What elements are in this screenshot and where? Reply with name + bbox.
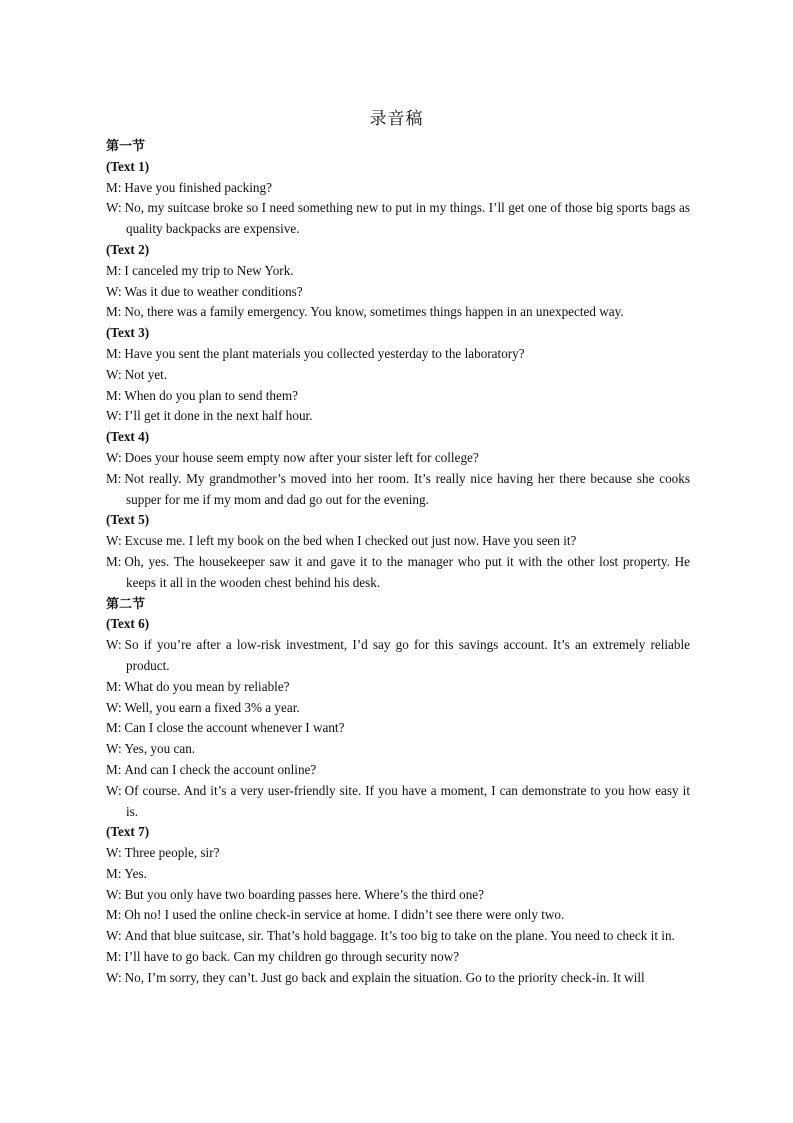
transcript-body — [106, 136, 690, 989]
speaker-label: W: — [106, 699, 122, 715]
speaker-label: M: — [106, 345, 122, 361]
speaker-label: W: — [106, 782, 122, 798]
dialogue-text: I’ll have to go back. Can my children go through security now? — [124, 949, 460, 965]
dialogue-text: Have you sent the plant materials you collected yesterday to the laboratory? — [124, 345, 525, 361]
speaker-label: M: — [106, 720, 122, 736]
dialogue-text: No, there was a family emergency. You know, sometimes things happen in an unexpected way. — [124, 304, 624, 320]
page-title: 录音稿 — [369, 109, 424, 128]
dialogue-text: And that blue suitcase, sir. That’s hold baggage. It’s too big to take on the plane. You need to check it in. — [124, 928, 675, 944]
dialogue-text: Yes, you can. — [124, 741, 196, 757]
dialogue-text: What do you mean by reliable? — [124, 678, 290, 694]
dialogue-line — [106, 178, 690, 199]
dialogue-text: I canceled my trip to New York. — [124, 262, 294, 278]
dialogue-text: Three people, sir? — [124, 845, 220, 861]
dialogue-line — [106, 282, 690, 303]
dialogue-text: I’ll get it done in the next half hour. — [124, 408, 313, 424]
dialogue-line — [106, 406, 690, 427]
speaker-label: M: — [106, 678, 122, 694]
speaker-label: W: — [106, 449, 122, 465]
dialogue-line — [106, 635, 690, 677]
dialogue-text: Oh no! I used the online check-in service at home. I didn’t see there were only two. — [124, 907, 565, 923]
dialogue-text: Well, you earn a fixed 3% a year. — [124, 699, 300, 715]
dialogue-text: And can I check the account online? — [124, 761, 317, 777]
speaker-label: W: — [106, 845, 122, 861]
dialogue-line — [106, 905, 690, 926]
text-heading: (Text 1) — [106, 158, 150, 174]
speaker-label: M: — [106, 470, 122, 486]
speaker-label: W: — [106, 366, 122, 382]
dialogue-text: So if you’re after a low-risk investment, I’d say go for this savings account. It’s an extremely reliable product. — [124, 637, 690, 673]
speaker-label: M: — [106, 949, 122, 965]
dialogue-line — [106, 677, 690, 698]
speaker-label: W: — [106, 200, 122, 216]
speaker-label: M: — [106, 179, 122, 195]
speaker-label: W: — [106, 928, 122, 944]
text-heading: (Text 5) — [106, 512, 150, 528]
dialogue-line — [106, 302, 690, 323]
dialogue-line — [106, 344, 690, 365]
speaker-label: M: — [106, 262, 122, 278]
dialogue-text: Have you finished packing? — [124, 179, 272, 195]
speaker-label: W: — [106, 741, 122, 757]
dialogue-line — [106, 968, 690, 989]
dialogue-line — [106, 843, 690, 864]
dialogue-line — [106, 739, 690, 760]
dialogue-line — [106, 552, 690, 594]
dialogue-text: But you only have two boarding passes here. Where’s the third one? — [124, 886, 485, 902]
dialogue-text: No, I’m sorry, they can’t. Just go back and explain the situation. Go to the priority check-in. It will — [124, 969, 645, 985]
speaker-label: W: — [106, 283, 122, 299]
dialogue-text: Not really. My grandmother’s moved into her room. It’s really nice having her there because she cooks supper for me if my mom and dad go out for the evening. — [124, 470, 690, 507]
speaker-label: M: — [106, 865, 122, 881]
dialogue-line — [106, 365, 690, 386]
dialogue-text: Oh, yes. The housekeeper saw it and gave it to the manager who put it with the other lost property. He keeps it all in the wooden chest behind his desk. — [124, 553, 690, 590]
dialogue-line — [106, 531, 690, 552]
dialogue-text: When do you plan to send them? — [124, 387, 298, 403]
speaker-label: W: — [106, 886, 122, 902]
dialogue-line — [106, 926, 690, 947]
dialogue-line — [106, 760, 690, 781]
speaker-label: M: — [106, 304, 122, 320]
dialogue-line — [106, 885, 690, 906]
dialogue-text: Was it due to weather conditions? — [124, 283, 303, 299]
dialogue-line — [106, 698, 690, 719]
speaker-label: M: — [106, 387, 122, 403]
text-heading: (Text 2) — [106, 241, 150, 257]
dialogue-line — [106, 718, 690, 739]
dialogue-text: Of course. And it’s a very user-friendly site. If you have a moment, I can demonstrate to you how easy it is. — [124, 782, 690, 819]
dialogue-text: No, my suitcase broke so I need something new to put in my things. I’ll get one of those big sports bags as quality backpacks are expensive. — [124, 200, 690, 237]
dialogue-text: Does your house seem empty now after your sister left for college? — [124, 449, 479, 465]
dialogue-line — [106, 781, 690, 823]
dialogue-line — [106, 864, 690, 885]
section-heading: 第二节 — [106, 595, 146, 611]
text-heading: (Text 3) — [106, 325, 150, 341]
speaker-label: M: — [106, 553, 122, 569]
speaker-label: W: — [106, 637, 122, 653]
speaker-label: W: — [106, 408, 122, 424]
dialogue-line — [106, 448, 690, 469]
dialogue-text: Not yet. — [124, 366, 168, 382]
speaker-label: M: — [106, 907, 122, 923]
text-heading: (Text 7) — [106, 824, 150, 840]
speaker-label: W: — [106, 533, 122, 549]
dialogue-text: Can I close the account whenever I want? — [124, 720, 345, 736]
speaker-label: M: — [106, 761, 122, 777]
speaker-label: W: — [106, 969, 122, 985]
dialogue-line — [106, 261, 690, 282]
text-heading: (Text 6) — [106, 616, 150, 632]
text-heading: (Text 4) — [106, 429, 150, 445]
section-heading: 第一节 — [106, 138, 146, 153]
dialogue-text: Excuse me. I left my book on the bed when I checked out just now. Have you seen it? — [124, 533, 577, 549]
dialogue-line — [106, 469, 690, 511]
dialogue-line — [106, 198, 690, 240]
dialogue-line — [106, 947, 690, 968]
dialogue-text: Yes. — [124, 865, 147, 881]
dialogue-line — [106, 386, 690, 407]
